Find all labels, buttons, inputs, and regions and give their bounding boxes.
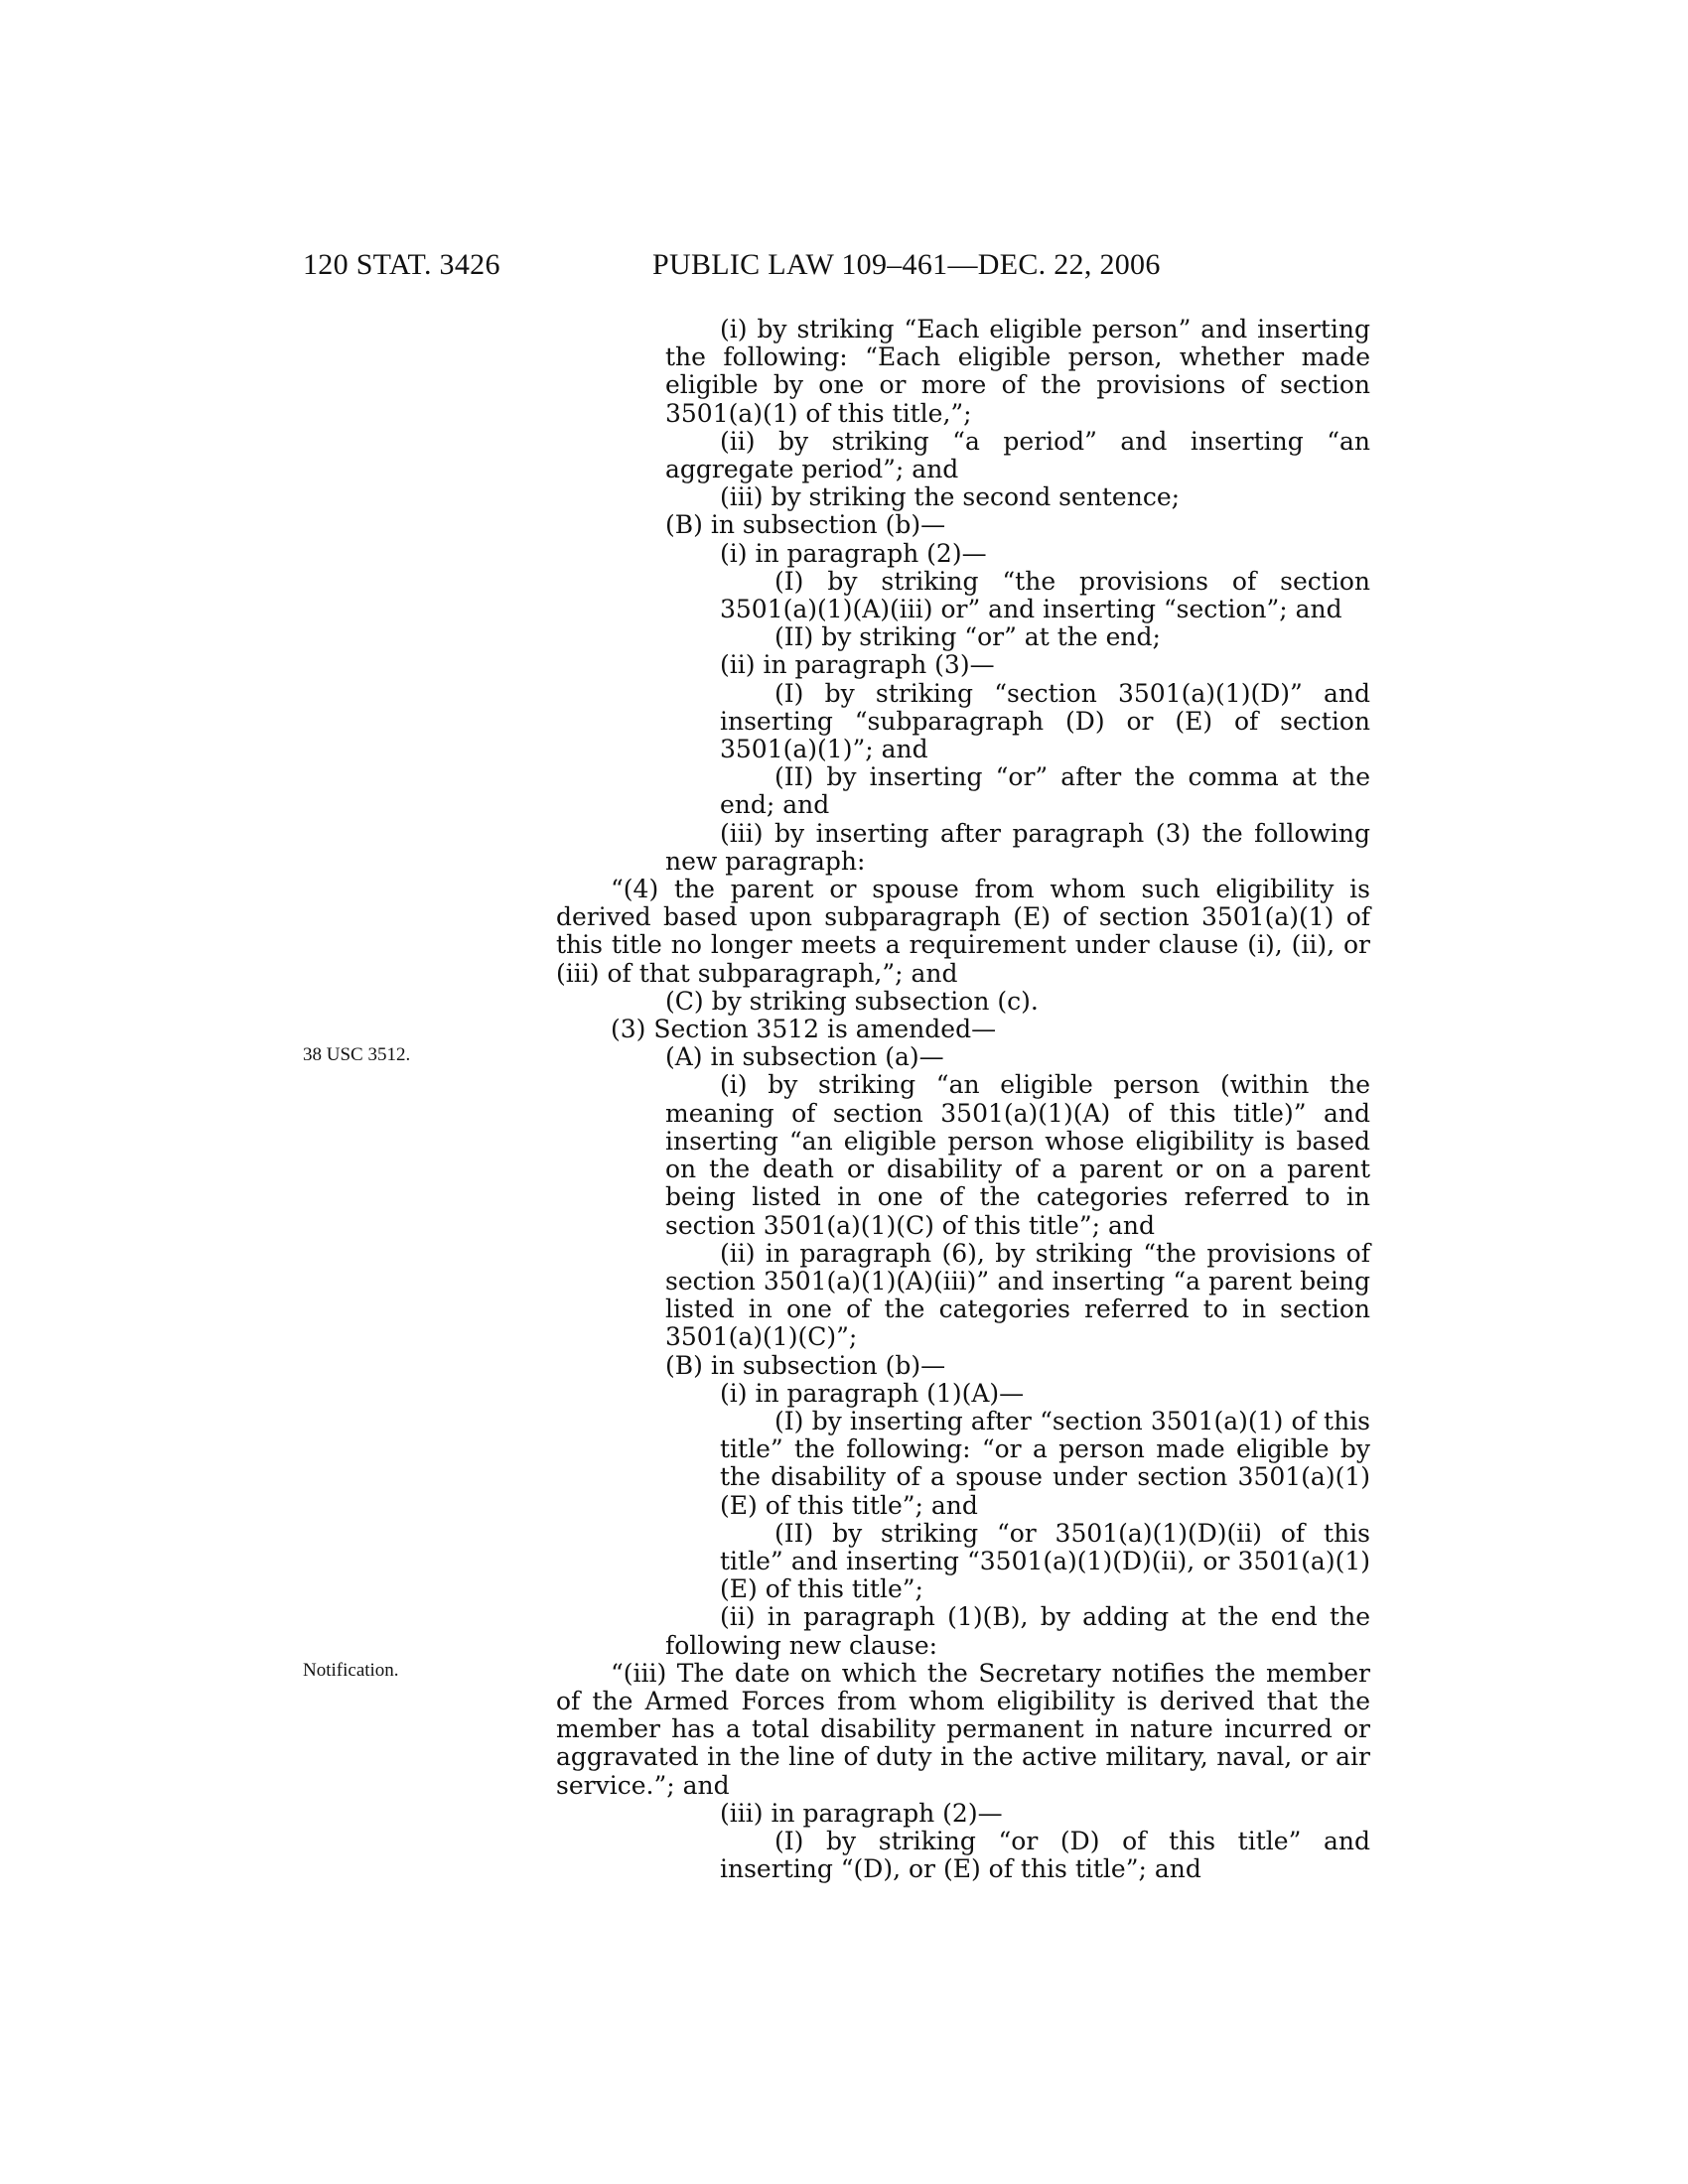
paragraph: “(4) the parent or spouse from whom such eligibility is derived based upon subparagraph (E) of section 3501(a)(1) of this title no longer meets a requirement under clause (i), (ii), or (iii) of that subparagraph,”; and bbox=[556, 875, 1370, 988]
paragraph: (II) by striking “or 3501(a)(1)(D)(ii) of this title” and inserting “3501(a)(1)(D)(ii), or 3501(a)(1)(E) of this title”; bbox=[720, 1518, 1370, 1604]
page-header bbox=[303, 248, 1365, 290]
paragraph: (iii) in paragraph (2)— bbox=[720, 1798, 1003, 1828]
paragraph: (II) by inserting “or” after the comma at the end; and bbox=[720, 762, 1370, 820]
paragraph: (ii) in paragraph (6), by striking “the provisions of section 3501(a)(1)(A)(iii)” and inserting “a parent being listed in one of the categories referred to in section 3501(a)(1)(C)”; bbox=[665, 1238, 1370, 1352]
paragraph: (C) by striking subsection (c). bbox=[665, 986, 1039, 1016]
margin-note-notification: Notification. bbox=[303, 1660, 399, 1681]
paragraph: (A) in subsection (a)— bbox=[665, 1042, 944, 1072]
paragraph: (I) by inserting after “section 3501(a)(1) of this title” the following: “or a person made eligible by the disability of a spouse under section 3501(a)(1)(E) of this title”; and bbox=[720, 1406, 1370, 1520]
paragraph: (i) in paragraph (2)— bbox=[720, 538, 987, 568]
paragraph: (ii) in paragraph (1)(B), by adding at the end the following new clause: bbox=[665, 1602, 1370, 1660]
paragraph: (ii) by striking “a period” and inserting “an aggregate period”; and bbox=[665, 426, 1370, 484]
paragraph: (i) in paragraph (1)(A)— bbox=[720, 1378, 1025, 1408]
paragraph: (ii) in paragraph (3)— bbox=[720, 650, 995, 680]
paragraph: “(iii) The date on which the Secretary notifies the member of the Armed Forces from whom eligibility is derived that the member has a total disability permanent in nature incurred or aggravated in the line of duty in the active military, naval, or air service.”; and bbox=[556, 1658, 1370, 1800]
paragraph: (B) in subsection (b)— bbox=[665, 1350, 946, 1380]
paragraph: (i) by striking “Each eligible person” and inserting the following: “Each eligible person, whether made eligible by one or more of the provisions of section 3501(a)(1) of this title,”; bbox=[665, 315, 1370, 428]
paragraph: (iii) by striking the second sentence; bbox=[720, 482, 1181, 512]
margin-note-usc: 38 USC 3512. bbox=[303, 1044, 411, 1065]
paragraph: (I) by striking “or (D) of this title” and inserting “(D), or (E) of this title”; and bbox=[720, 1826, 1370, 1884]
paragraph: (I) by striking “section 3501(a)(1)(D)” and inserting “subparagraph (D) or (E) of section 3501(a)(1)”; and bbox=[720, 678, 1370, 764]
paragraph: (i) by striking “an eligible person (within the meaning of section 3501(a)(1)(A) of this title)” and inserting “an eligible person whose eligibility is based on the death or disability of a parent or on a parent being listed in one of the categories referred to in section 3501(a)(1)(C) of this title”; and bbox=[665, 1070, 1370, 1240]
public-law-title: PUBLIC LAW 109–461—DEC. 22, 2006 bbox=[652, 248, 1161, 281]
paragraph: (3) Section 3512 is amended— bbox=[611, 1015, 997, 1044]
stat-page-number: 120 STAT. 3426 bbox=[303, 248, 500, 281]
paragraph: (B) in subsection (b)— bbox=[665, 510, 946, 540]
paragraph: (II) by striking “or” at the end; bbox=[774, 622, 1161, 652]
paragraph: (I) by striking “the provisions of section 3501(a)(1)(A)(iii) or” and inserting “section”; and bbox=[720, 566, 1370, 624]
document-body bbox=[556, 316, 1370, 1883]
paragraph: (iii) by inserting after paragraph (3) the following new paragraph: bbox=[665, 818, 1370, 876]
